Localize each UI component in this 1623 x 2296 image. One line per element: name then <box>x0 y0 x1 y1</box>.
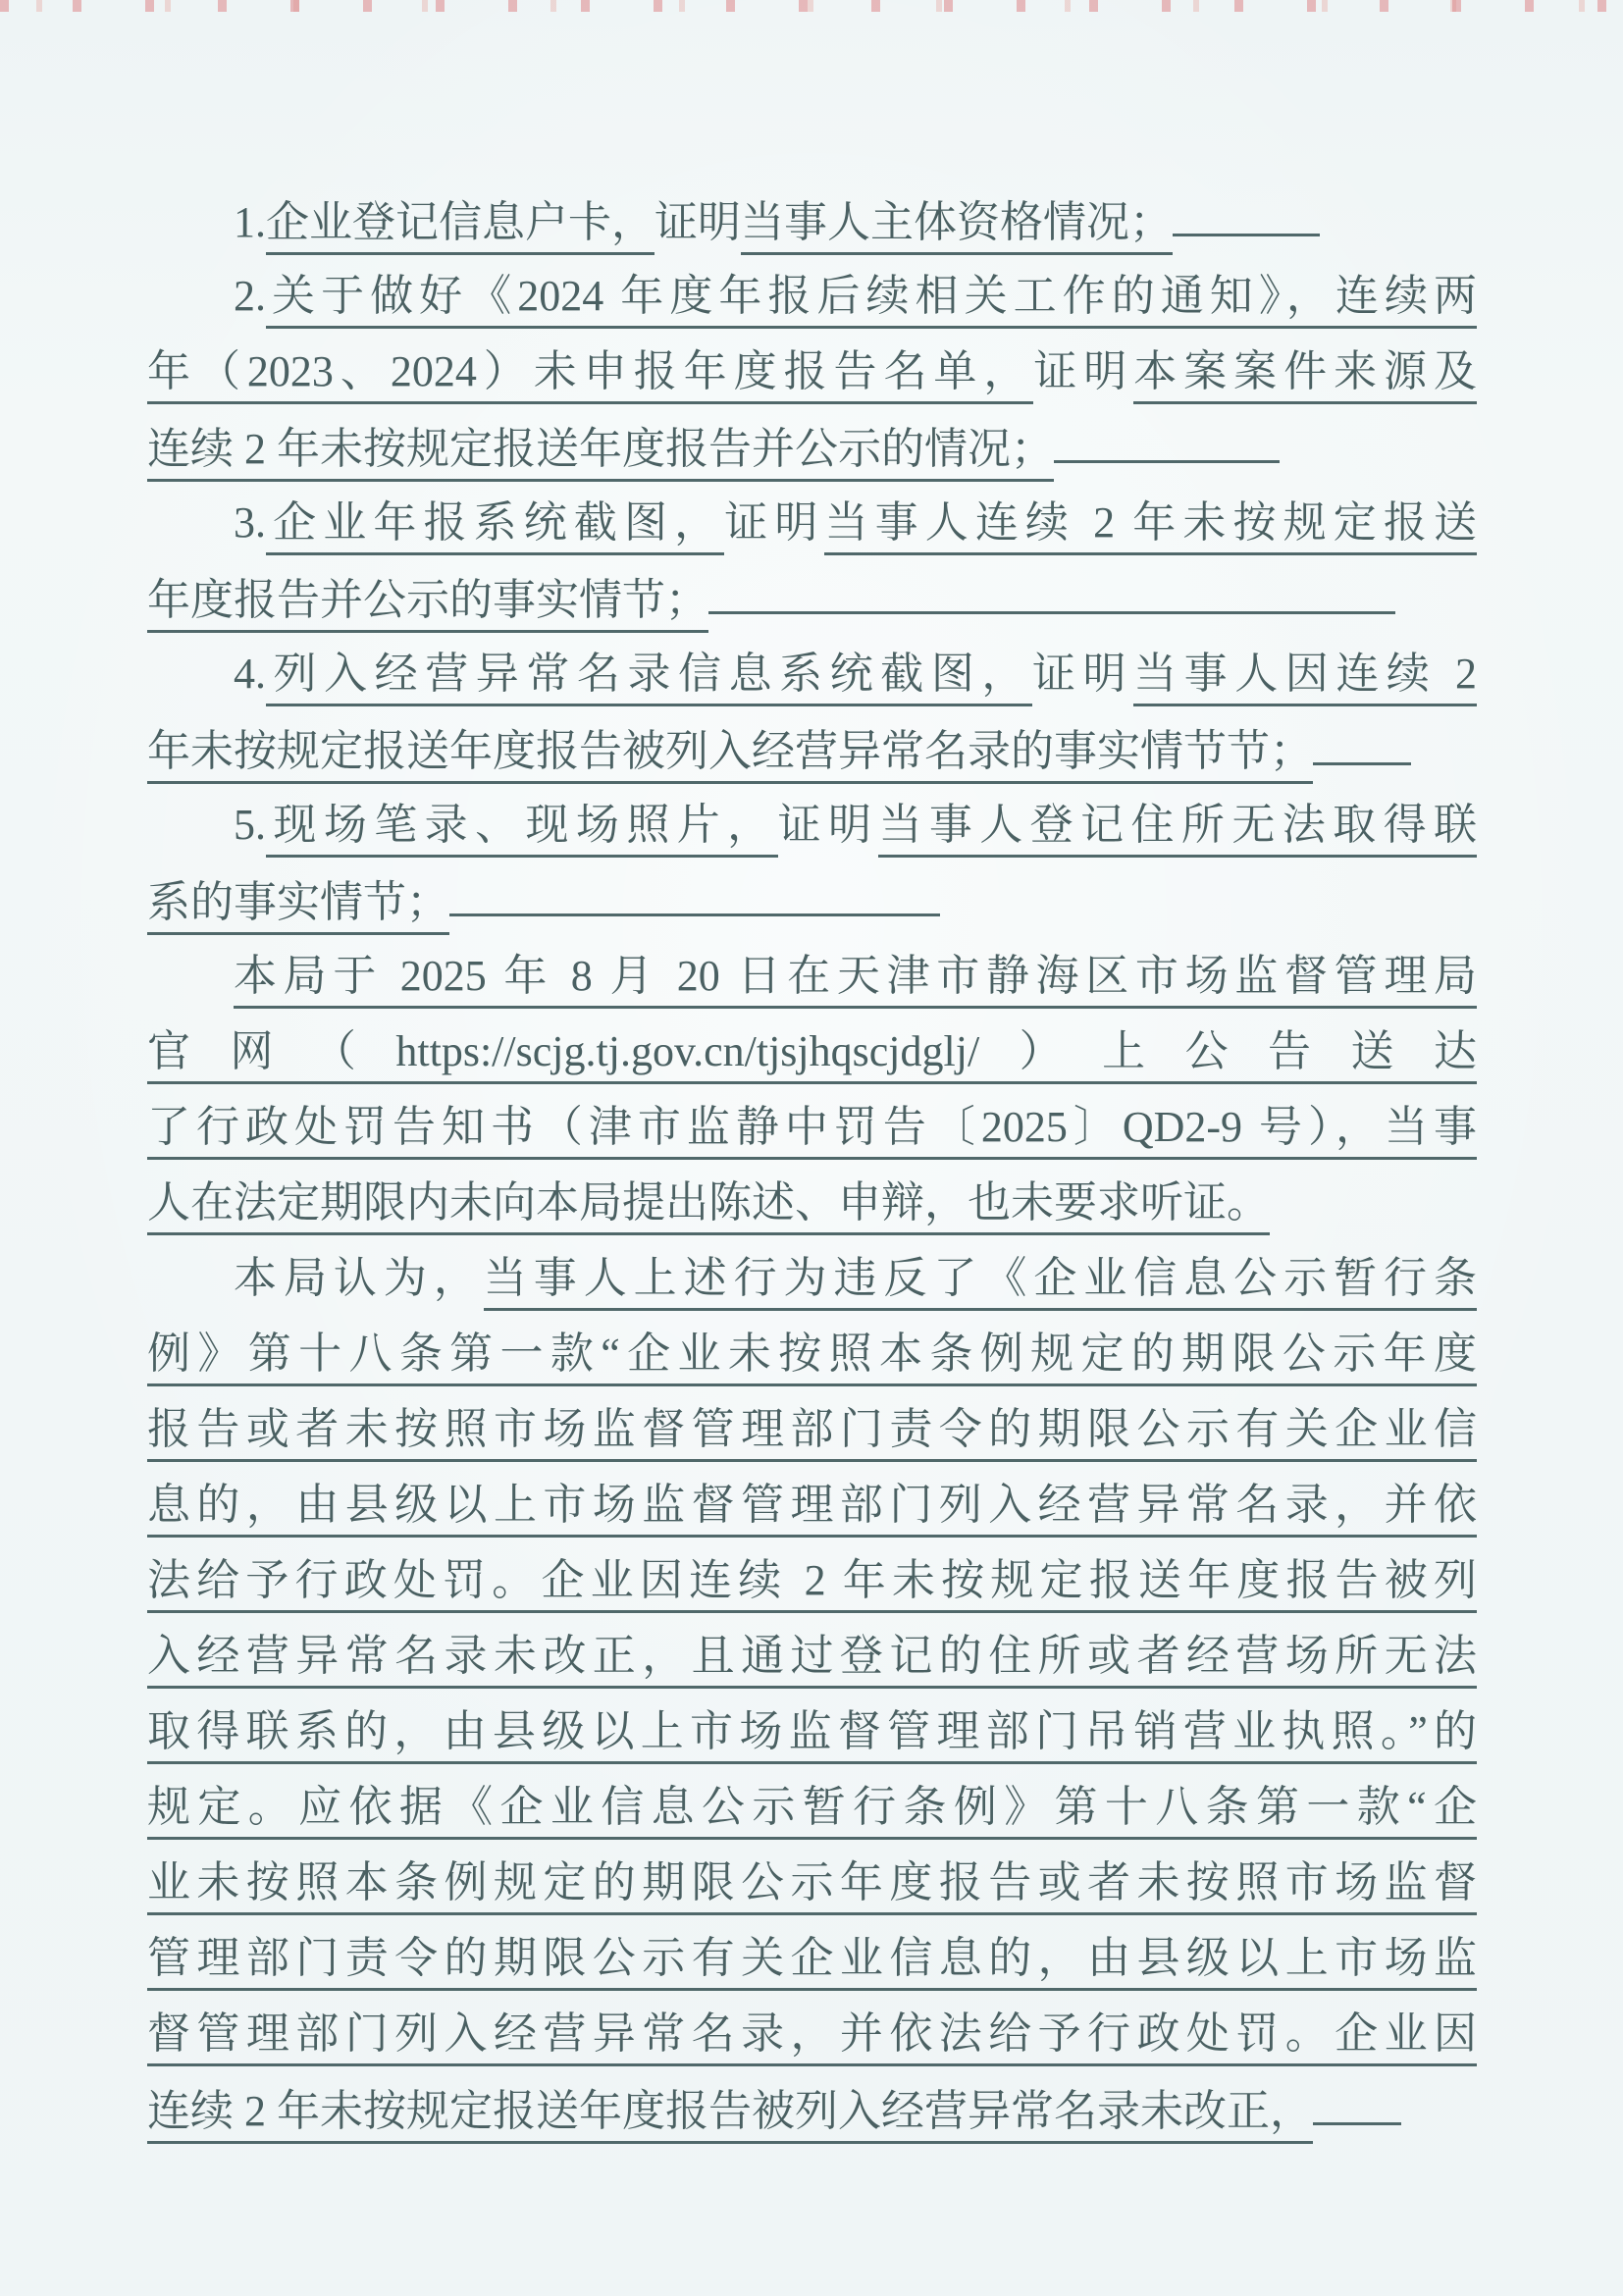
doc-line <box>147 1542 1477 1618</box>
underlined-text-segment: 报告或者未按照市场监督管理部门责令的期限公示有关企业信 <box>147 1405 1477 1462</box>
underlined-text-segment: 例》第十八条第一款“企业未按照本条例规定的期限公示年度 <box>147 1330 1477 1386</box>
doc-line <box>147 1769 1477 1845</box>
underlined-text-segment: 系的事实情节； <box>147 878 449 935</box>
underlined-text-segment: 本局于 2025 年 8 月 20 日在天津市静海区市场监督管理局 <box>234 952 1477 1009</box>
text-segment: 3. <box>234 498 266 547</box>
doc-line <box>147 862 1477 938</box>
text-segment: 2. <box>234 272 266 320</box>
underlined-text-segment: 了行政处罚告知书（津市监静中罚告〔2025〕QD2-9 号），当事 <box>147 1103 1477 1160</box>
underlined-text-segment: 关于做好《2024 年度年报后续相关工作的通知》，连续两 <box>266 272 1477 329</box>
text-segment: 5. <box>234 801 266 849</box>
underlined-text-segment: 年未按规定报送年度报告被列入经营异常名录的事实情节节； <box>147 727 1313 784</box>
underlined-text-segment: 入经营异常名录未改正，且通过登记的住所或者经营场所无法 <box>147 1632 1477 1689</box>
doc-line <box>147 1089 1477 1165</box>
doc-line <box>147 1165 1477 1240</box>
doc-line <box>147 1920 1477 1996</box>
doc-line <box>147 1618 1477 1694</box>
underlined-text-segment: 列入经营异常名录信息系统截图， <box>266 650 1032 706</box>
underlined-text-segment: 现场笔录、现场照片， <box>266 801 778 858</box>
underlined-text-segment: 息的，由县级以上市场监督管理部门列入经营异常名录，并依 <box>147 1481 1477 1538</box>
underlined-text-segment: 管理部门责令的期限公示有关企业信息的，由县级以上市场监 <box>147 1934 1477 1991</box>
text-segment: 证明 <box>654 198 741 247</box>
underline-extension <box>1313 2071 1401 2125</box>
doc-line <box>147 258 1477 334</box>
underlined-text-segment: 人在法定期限内未向本局提出陈述、申辩，也未要求听证。 <box>147 1178 1270 1235</box>
underlined-text-segment: 规定。应依据《企业信息公示暂行条例》第十八条第一款“企 <box>147 1783 1477 1840</box>
text-segment: 本局认为， <box>234 1254 484 1302</box>
document-body <box>147 183 1477 2147</box>
underlined-text-segment: 企业年报系统截图， <box>266 498 724 555</box>
doc-line <box>147 334 1477 409</box>
underlined-text-segment: 当事人连续 2 年未按规定报送 <box>824 498 1477 555</box>
doc-line <box>147 1391 1477 1467</box>
doc-line <box>147 711 1477 787</box>
doc-line <box>147 183 1477 258</box>
doc-line <box>147 1694 1477 1769</box>
doc-line <box>147 485 1477 560</box>
underlined-text-segment: 业未按照本条例规定的期限公示年度报告或者未按照市场监督 <box>147 1858 1477 1915</box>
underlined-text-segment: 当事人因连续 2 <box>1133 650 1477 706</box>
text-segment: 证明 <box>724 498 825 547</box>
underlined-text-segment: 连续 2 年未按规定报送年度报告被列入经营异常名录未改正， <box>147 2087 1313 2144</box>
doc-line <box>147 1014 1477 1089</box>
doc-line <box>147 1240 1477 1316</box>
text-segment: 4. <box>234 650 266 698</box>
text-segment: 证明 <box>777 801 879 849</box>
underlined-text-segment: 法给予行政处罚。企业因连续 2 年未按规定报送年度报告被列 <box>147 1556 1477 1613</box>
underline-extension <box>1173 183 1320 236</box>
underline-extension <box>708 560 1395 614</box>
doc-line <box>147 1316 1477 1391</box>
doc-line <box>147 409 1477 485</box>
scan-edge-artifacts <box>0 0 1623 12</box>
doc-line <box>147 1996 1477 2071</box>
doc-line <box>147 1845 1477 1920</box>
underline-extension <box>1054 409 1280 463</box>
underlined-text-segment: 当事人上述行为违反了《企业信息公示暂行条 <box>484 1254 1477 1311</box>
underlined-text-segment: 当事人登记住所无法取得联 <box>878 801 1477 858</box>
underlined-text-segment: 企业登记信息户卡， <box>266 198 654 255</box>
text-segment: 1. <box>234 198 266 247</box>
underline-extension <box>1313 711 1411 765</box>
doc-line <box>147 2071 1477 2147</box>
underlined-text-segment: 年（2023、2024）未申报年度报告名单， <box>147 347 1033 404</box>
underlined-text-segment: 年度报告并公示的事实情节； <box>147 576 708 633</box>
underline-extension <box>449 862 940 916</box>
text-segment: 证明 <box>1033 347 1134 395</box>
underlined-text-segment: 督管理部门列入经营异常名录，并依法给予行政处罚。企业因 <box>147 2009 1477 2066</box>
underlined-text-segment: 官网（https://scjg.tj.gov.cn/tjsjhqscjdglj/）上公告送达 <box>147 1027 1477 1084</box>
doc-line <box>147 938 1477 1014</box>
text-segment: 证明 <box>1031 650 1134 698</box>
doc-line <box>147 1467 1477 1542</box>
doc-line <box>147 560 1477 636</box>
doc-line <box>147 636 1477 711</box>
doc-line <box>147 787 1477 862</box>
underlined-text-segment: 取得联系的，由县级以上市场监督管理部门吊销营业执照。”的 <box>147 1707 1477 1764</box>
underlined-text-segment: 当事人主体资格情况； <box>741 198 1173 255</box>
underlined-text-segment: 本案案件来源及 <box>1133 347 1477 404</box>
underlined-text-segment: 连续 2 年未按规定报送年度报告并公示的情况； <box>147 425 1054 482</box>
